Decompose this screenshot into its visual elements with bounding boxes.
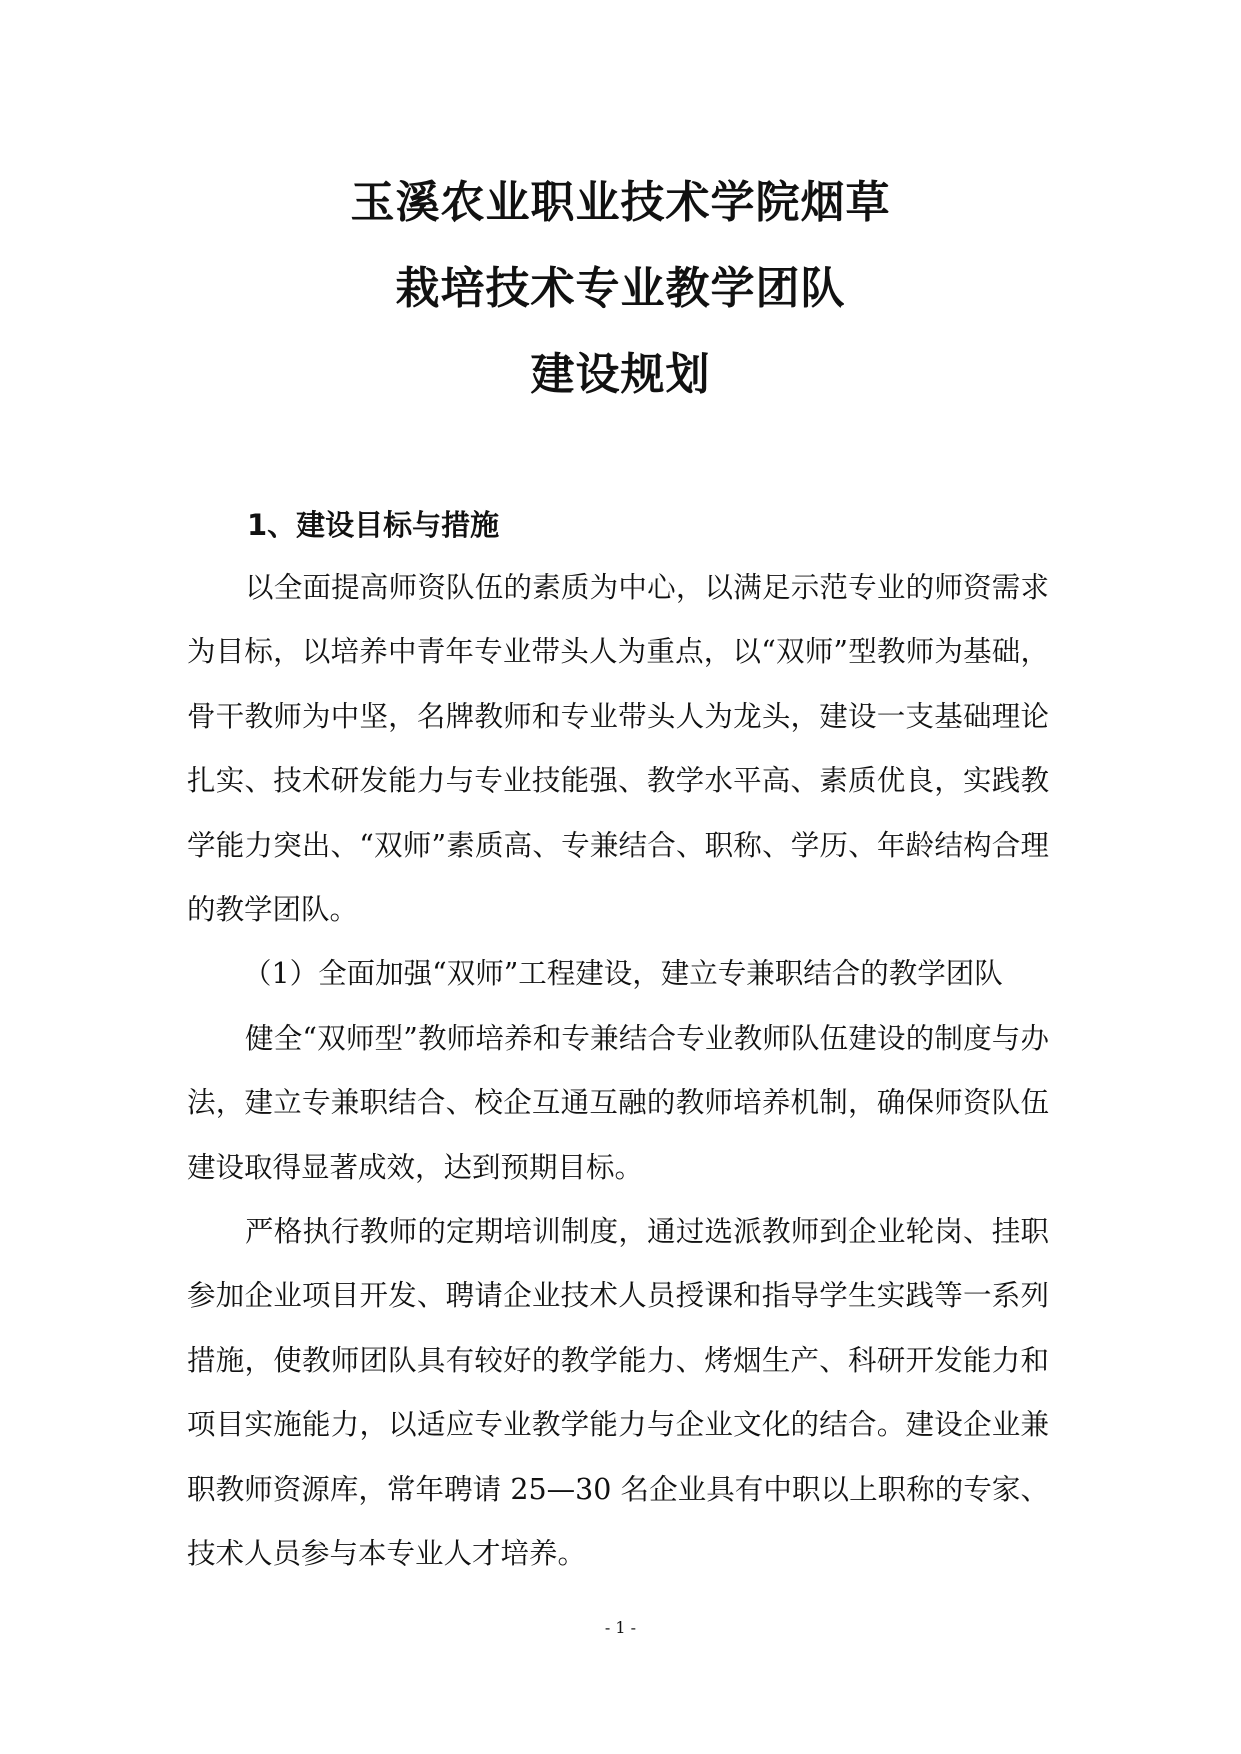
- body-paragraph: 严格执行教师的定期培训制度，通过选派教师到企业轮岗、挂职参加企业项目开发、聘请企业技术人员授课和指导学生实践等一系列措施，使教师团队具有较好的教学能力、烤烟生产、科研开发能力和项目实施能力，以适应专业教学能力与企业文化的结合。建设企业兼职教师资源库，常年聘请 25—30 名企业具有中职以上职称的专家、技术人员参与本专业人才培养。: [187, 1215, 1049, 1571]
- section-heading: 1、建设目标与措施: [247, 508, 500, 542]
- intro-paragraph: 以全面提高师资队伍的素质为中心，以满足示范专业的师资需求为目标，以培养中青年专业带头人为重点，以“双师”型教师为基础，骨干教师为中坚，名牌教师和专业带头人为龙头，建设一支基础理论扎实、技术研发能力与专业技能强、教学水平高、素质优良，实践教学能力突出、“双师”素质高、专兼结合、职称、学历、年龄结构合理的教学团队。: [187, 571, 1049, 927]
- document-title: [0, 160, 1241, 418]
- document-body: [187, 494, 1049, 1587]
- subsection-heading: （1）全面加强“双师”工程建设，建立专兼职结合的教学团队: [243, 957, 1003, 991]
- title-line-3: 建设规划: [530, 349, 711, 400]
- body-paragraph: 健全“双师型”教师培养和专兼结合专业教师队伍建设的制度与办法，建立专兼职结合、校企互通互融的教师培养机制，确保师资队伍建设取得显著成效，达到预期目标。: [187, 1021, 1049, 1184]
- title-line-1: 玉溪农业职业技术学院烟草: [350, 177, 891, 228]
- page-number: - 1 -: [604, 1618, 637, 1637]
- title-line-2: 栽培技术专业教学团队: [395, 263, 846, 314]
